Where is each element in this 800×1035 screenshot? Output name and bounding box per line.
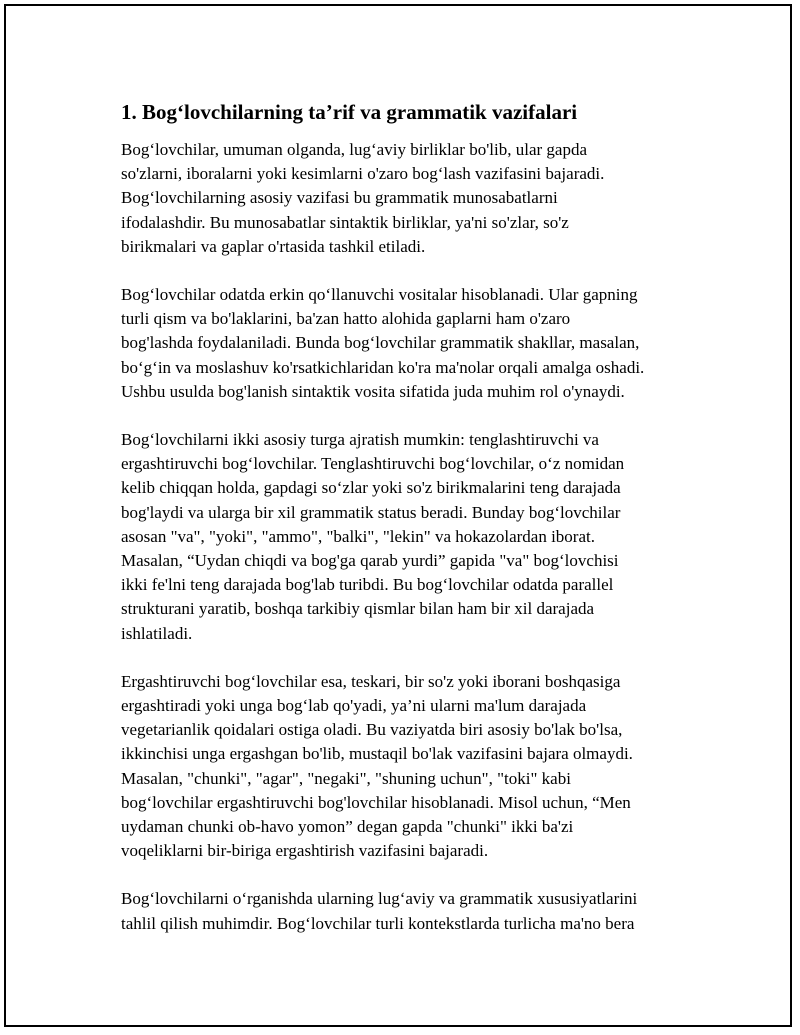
- paragraph-line: kelib chiqqan holda, gapdagi so‘zlar yoki so'z birikmalarini teng darajada: [121, 478, 621, 498]
- paragraph-line: asosan "va", "yoki", "ammo", "balki", "lekin" va hokazolardan iborat.: [121, 526, 595, 546]
- document-content: [121, 98, 701, 960]
- paragraph-2: [121, 283, 701, 404]
- paragraph-line: ikkinchisi unga ergashgan bo'lib, mustaqil bo'lak vazifasini bajara olmaydi.: [121, 744, 633, 764]
- paragraph-line: Masalan, "chunki", "agar", "negaki", "shuning uchun", "toki" kabi: [121, 768, 571, 788]
- section-title: 1. Bog‘lovchilarning ta’rif va grammatik vazifalari: [121, 100, 578, 124]
- paragraph-line: Masalan, “Uydan chiqdi va bog'ga qarab yurdi” gapida "va" bog‘lovchisi: [121, 551, 619, 571]
- paragraph-line: bog‘lovchilar ergashtiruvchi bog'lovchilar hisoblanadi. Misol uchun, “Men: [121, 792, 631, 812]
- paragraph-line: vegetarianlik qoidalari ostiga oladi. Bu vaziyatda biri asosiy bo'lak bo'lsa,: [121, 720, 623, 740]
- paragraph-line: so'zlarni, iboralarni yoki kesimlarni o'zaro bog‘lash vazifasini bajaradi.: [121, 164, 605, 184]
- paragraph-line: ishlatiladi.: [121, 623, 193, 643]
- paragraph-3: [121, 428, 701, 646]
- paragraph-line: Bog‘lovchilarning asosiy vazifasi bu grammatik munosabatlarni: [121, 188, 558, 208]
- paragraph-line: bog'laydi va ularga bir xil grammatik status beradi. Bunday bog‘lovchilar: [121, 502, 621, 522]
- paragraph-line: bog'lashda foydalaniladi. Bunda bog‘lovchilar grammatik shakllar, masalan,: [121, 333, 640, 353]
- paragraph-line: tahlil qilish muhimdir. Bog‘lovchilar turli kontekstlarda turlicha ma'no bera: [121, 913, 635, 933]
- paragraph-line: Bog‘lovchilar, umuman olganda, lug‘aviy birliklar bo'lib, ular gapda: [121, 140, 587, 159]
- paragraph-4: [121, 670, 701, 864]
- paragraph-5: [121, 887, 701, 935]
- document-page: [4, 4, 792, 1027]
- paragraph-line: uydaman chunki ob-havo yomon” degan gapda "chunki" ikki ba'zi: [121, 817, 574, 837]
- paragraph-line: Bog‘lovchilarni ikki asosiy turga ajratish mumkin: tenglashtiruvchi va: [121, 430, 599, 450]
- paragraph-1: [121, 138, 701, 259]
- paragraph-line: turli qism va bo'laklarini, ba'zan hatto alohida gaplarni ham o'zaro: [121, 309, 571, 329]
- paragraph-line: ikki fe'lni teng darajada bog'lab turibdi. Bu bog‘lovchilar odatda parallel: [121, 575, 614, 595]
- paragraph-line: ergashtiradi yoki unga bog‘lab qo'yadi, ya’ni ularni ma'lum darajada: [121, 696, 587, 716]
- paragraph-line: ergashtiruvchi bog‘lovchilar. Tenglashtiruvchi bog‘lovchilar, o‘z nomidan: [121, 454, 625, 474]
- paragraph-line: Ushbu usulda bog'lanish sintaktik vosita sifatida juda muhim rol o'ynaydi.: [121, 381, 625, 401]
- paragraph-line: strukturani yaratib, boshqa tarkibiy qismlar bilan ham bir xil darajada: [121, 599, 595, 619]
- paragraph-line: voqeliklarni bir-biriga ergashtirish vazifasini bajaradi.: [121, 841, 489, 861]
- paragraph-line: ifodalashdir. Bu munosabatlar sintaktik birliklar, ya'ni so'zlar, so'z: [121, 212, 569, 232]
- paragraph-line: Ergashtiruvchi bog‘lovchilar esa, teskari, bir so'z yoki iborani boshqasiga: [121, 671, 621, 691]
- paragraph-line: birikmalari va gaplar o'rtasida tashkil etiladi.: [121, 236, 426, 256]
- paragraph-line: bo‘g‘in va moslashuv ko'rsatkichlaridan ko'ra ma'nolar orqali amalga oshadi.: [121, 357, 645, 377]
- paragraph-line: Bog‘lovchilar odatda erkin qo‘llanuvchi vositalar hisoblanadi. Ular gapning: [121, 285, 638, 305]
- paragraph-line: Bog‘lovchilarni o‘rganishda ularning lug‘aviy va grammatik xususiyatlarini: [121, 889, 638, 909]
